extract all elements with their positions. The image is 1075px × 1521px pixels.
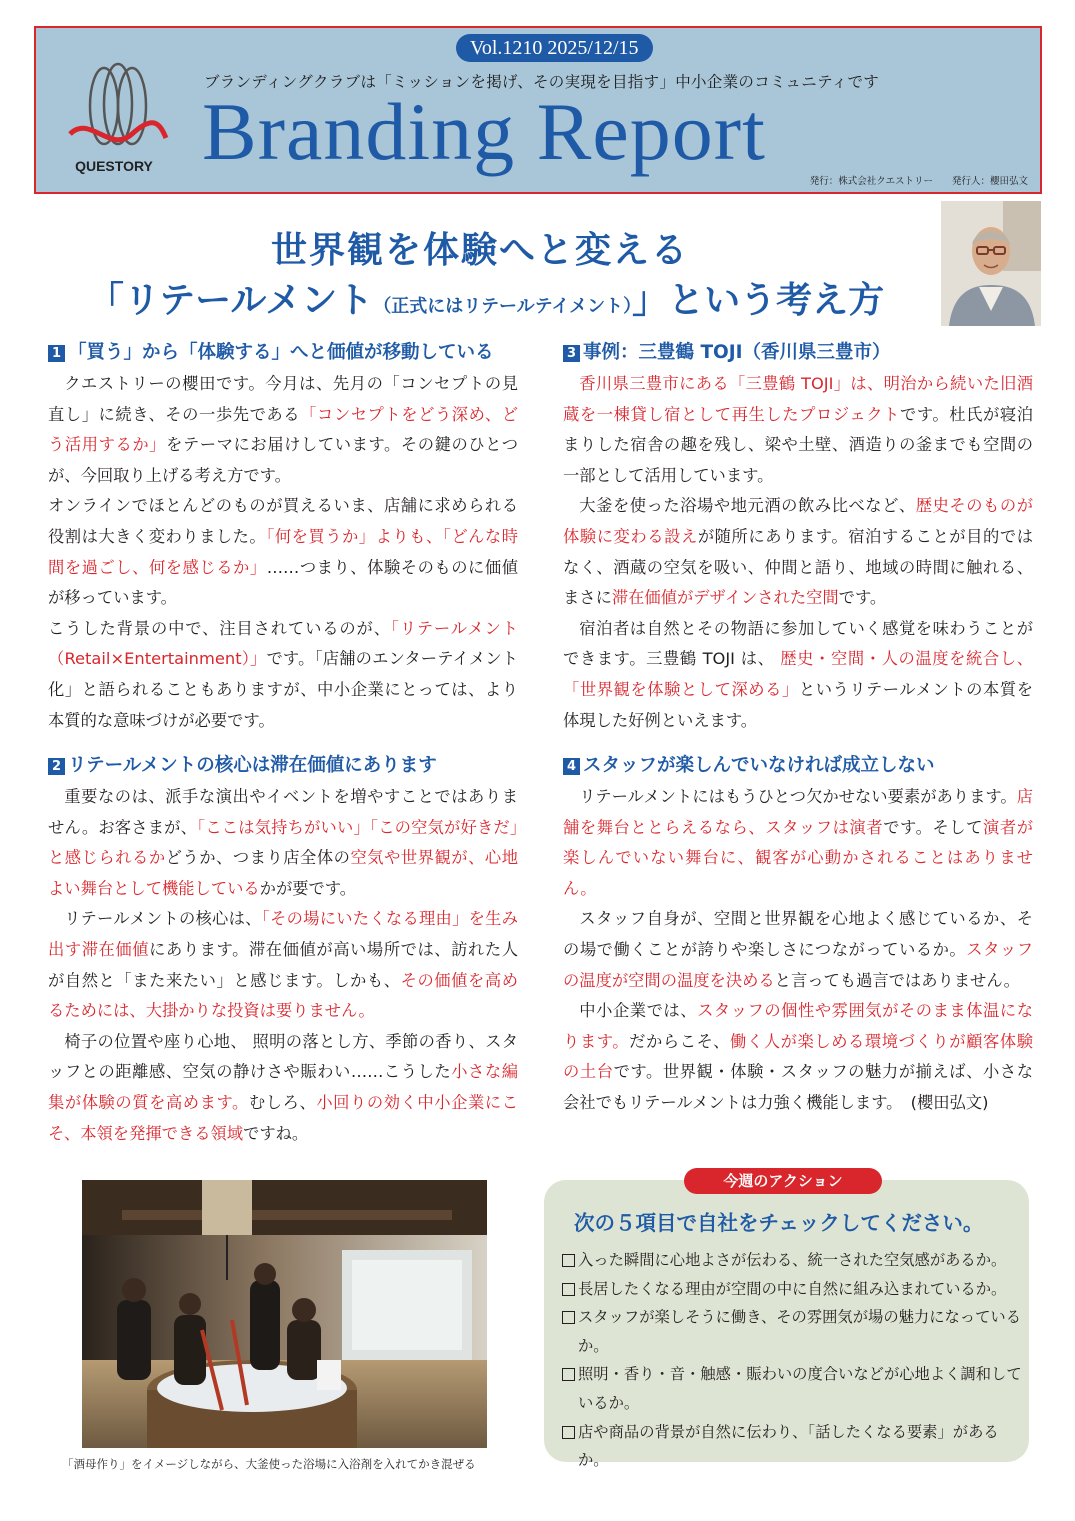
checklist-item-text: スタッフが楽しそうに働き、その雰囲気が場の魅力になっているか。 <box>578 1308 1021 1355</box>
questory-logo <box>60 54 170 179</box>
publisher-info: 発行：株式会社クエストリー 発行人：櫻田弘文 <box>809 176 1028 187</box>
text: スタッフ自身が、空間と世界観を心地よく感じているか、その場で働くことが誇りや楽しさにつながっているか。 <box>563 909 1033 959</box>
section-4-heading <box>563 753 1033 779</box>
text: どうか、つまり店全体の <box>165 848 351 868</box>
highlight-text: 「リテールメント（Retail×Entertainment）」 <box>48 618 518 669</box>
text: です。「店舗のエンターテイメント化」と語られることもありますが、中小企業にとっては、より本質的な意味づけが必要です。 <box>48 649 518 730</box>
text: が随所にあります。宿泊することが目的ではなく、酒蔵の空気を吸い、仲間と語り、地域の時間に触れる、まさに <box>563 526 1033 608</box>
section-1 <box>48 340 518 736</box>
logo-mark-icon <box>60 54 170 159</box>
section-2-paragraph-1 <box>48 782 518 904</box>
checkbox-icon[interactable] <box>562 1254 575 1267</box>
checklist-item-text: 長居したくなる理由が空間の中に自然に組み込まれているか。 <box>578 1279 1007 1298</box>
highlight-text: 小回りの効く中小企業にこそ、本領を発揮できる領域 <box>48 1092 518 1143</box>
section-3-title: 事例：三豊鶴 TOJI（香川県三豊市） <box>583 342 891 363</box>
text: ですね。 <box>243 1123 309 1143</box>
text: です。 <box>838 588 887 608</box>
tagline: ブランディングクラブは「ミッションを掲げ、その実現を目指す」中小企業のコミュニティです <box>204 73 880 91</box>
checklist-item-text: 入った瞬間に心地よさが伝わる、統一された空気感があるか。 <box>578 1251 1007 1269</box>
text: リテールメントの核心は、 <box>64 909 262 929</box>
text: 中小企業では、 <box>579 1001 698 1021</box>
highlight-text: 「コンセプトをどう深め、どう活用するか」 <box>48 404 518 455</box>
section-4-title: スタッフが楽しんでいなければ成立しない <box>583 755 935 776</box>
highlight-text: スタッフの温度が空間の温度を決める <box>563 939 1033 990</box>
section-1-number: 1 <box>48 345 65 362</box>
section-3-paragraph-3 <box>563 614 1033 736</box>
masthead <box>34 26 1042 194</box>
checklist-item <box>562 1360 1022 1417</box>
headline-part-a: 「リテールメント <box>87 280 374 321</box>
section-2-paragraph-3 <box>48 1027 518 1149</box>
action-label-badge: 今週のアクション <box>684 1168 882 1194</box>
section-2-number: 2 <box>48 758 65 775</box>
checklist-item <box>562 1418 1022 1475</box>
section-3-paragraph-1 <box>563 369 1033 491</box>
text: 椅子の位置や座り心地、 照明の落とし方、季節の香り、スタッフとの距離感、空気の静けさや賑わい……こうした <box>48 1031 518 1082</box>
text: リテールメントにはもうひとつ欠かせない要素があります。 <box>579 787 1017 806</box>
checklist-item-text: 照明・香り・音・触感・賑わいの度合いなどが心地よく調和しているか。 <box>578 1365 1022 1412</box>
section-1-title: 「買う」から「体験する」へと価値が移動している <box>68 342 494 363</box>
text: クエストリーの櫻田です。今月は、先月の「コンセプトの見直し」に続き、その一歩先である <box>48 374 518 424</box>
highlight-text: 働く人が楽しめる環境づくりが顧客体験の土台 <box>563 1031 1033 1082</box>
section-3 <box>563 340 1033 736</box>
photo-caption: 「酒母作り」をイメージしながら、大釜使った浴場に入浴剤を入れてかき混ぜる <box>62 1457 476 1471</box>
text: むしろ、 <box>248 1092 317 1112</box>
text: をテーマにお届けしています。その鍵のひとつが、今回取り上げる考え方です。 <box>48 435 518 485</box>
text: と言っても過言ではありません。 <box>774 970 1020 990</box>
headline-line-2 <box>36 272 936 323</box>
section-3-number: 3 <box>563 345 580 362</box>
text: かが要です。 <box>259 878 357 898</box>
checkbox-icon[interactable] <box>562 1368 575 1381</box>
text: 宿泊者は自然とその物語に参加していく感覚を味わうことができます。三豊鶴 TOJI は、 <box>563 618 1033 669</box>
text: というリテールメントの本質を体現した好例といえます。 <box>563 679 1033 730</box>
text: にあります。滞在価値が高い場所では、訪れた人が自然と「また来たい」と感じます。しかも、 <box>48 939 518 990</box>
highlight-text: 「何を買うか」よりも、「どんな時間を過ごし、何を感じるか」 <box>48 526 518 577</box>
highlight-text: 「ここは気持ちがいい」「この空気が好きだ」と感じられるか <box>48 817 518 868</box>
headline-line-1: 世界観を体験へと変える <box>270 230 689 271</box>
checkbox-icon[interactable] <box>562 1426 575 1439</box>
checklist-item <box>562 1275 1022 1304</box>
text: だからこそ、 <box>629 1031 731 1051</box>
section-4-paragraph-1 <box>563 782 1033 904</box>
checkbox-icon[interactable] <box>562 1311 575 1324</box>
headline-subnote: （正式にはリテールテイメント） <box>373 296 633 317</box>
logo-text: QUESTORY <box>75 158 153 174</box>
section-4-paragraph-3 <box>563 996 1033 1118</box>
text: です。そして <box>883 817 983 837</box>
highlight-text: 店舗を舞台ととらえるなら、スタッフは演者 <box>563 787 1033 837</box>
text: です。世界観・体験・スタッフの魅力が揃えば、小さな会社でもリテールメントは力強く機能します。 (櫻田弘文) <box>563 1062 1033 1112</box>
section-4-paragraph-2 <box>563 904 1033 996</box>
action-checklist <box>562 1246 1022 1475</box>
section-1-paragraph-1 <box>48 369 518 491</box>
sake-brewery-photo <box>82 1180 487 1448</box>
text: です。杜氏が寝泊まりした宿舎の趣を残し、梁や土壁、酒造りの釜までも空間の一部として活用しています。 <box>563 404 1033 485</box>
highlight-text: 「その場にいたくなる理由」を生み出す滞在価値 <box>48 909 518 959</box>
newsletter-title: Branding Report <box>202 86 766 177</box>
checklist-item <box>562 1303 1022 1360</box>
section-3-heading <box>563 340 1033 366</box>
author-portrait <box>941 201 1041 326</box>
highlight-text: 滞在価値がデザインされた空間 <box>611 588 839 608</box>
highlight-text: 小さな編集が体験の質を高めます。 <box>48 1062 518 1112</box>
highlight-text: 歴史そのものが体験に変わる設え <box>563 496 1033 546</box>
action-title: 次の５項目で自社をチェックしてください。 <box>574 1211 984 1235</box>
checkbox-icon[interactable] <box>562 1283 575 1296</box>
section-1-heading <box>48 340 518 366</box>
section-1-paragraph-3 <box>48 614 518 736</box>
section-3-paragraph-2 <box>563 491 1033 613</box>
checklist-item <box>562 1246 1022 1275</box>
text: こうした背景の中で、注目されているのが、 <box>48 618 391 638</box>
section-4 <box>563 753 1033 1119</box>
text: オンラインでほとんどのものが買えるいま、店舗に求められる役割は大きく変わりました。 <box>48 496 518 546</box>
issue-badge: Vol.1210 2025/12/15 <box>456 34 653 62</box>
section-2-paragraph-2 <box>48 904 518 1026</box>
highlight-text: 歴史・空間・人の温度を統合し、「世界観を体験として深める」 <box>563 649 1033 699</box>
section-2-heading <box>48 753 518 779</box>
section-4-number: 4 <box>563 758 580 775</box>
section-1-paragraph-2 <box>48 491 518 613</box>
highlight-text: その価値を高めるためには、大掛かりな投資は要りません。 <box>48 970 518 1021</box>
section-2 <box>48 753 518 1149</box>
text: ……つまり、体験そのものに価値が移っています。 <box>48 557 518 608</box>
headline-part-b: 」という考え方 <box>632 280 885 321</box>
section-2-title: リテールメントの核心は滞在価値にあります <box>68 755 437 776</box>
checklist-item-text: 店や商品の背景が自然に伝わり、「話したくなる要素」があるか。 <box>578 1422 999 1470</box>
highlight-text: 演者が楽しんでいない舞台に、観客が心動かされることはありません。 <box>563 817 1033 898</box>
highlight-text: 香川県三豊市にある「三豊鶴 TOJI」は、明治から続いた旧酒蔵を一棟貸し宿として再生したプロジェクト <box>563 374 1033 424</box>
text: 大釜を使った浴場や地元酒の飲み比べなど、 <box>579 496 916 516</box>
highlight-text: スタッフの個性や雰囲気がそのまま体温になります。 <box>563 1001 1033 1051</box>
highlight-text: 空気や世界観が、心地よい舞台として機能している <box>48 848 518 898</box>
text: 重要なのは、派手な演出やイベントを増やすことではありません。お客さまが、 <box>48 787 518 837</box>
